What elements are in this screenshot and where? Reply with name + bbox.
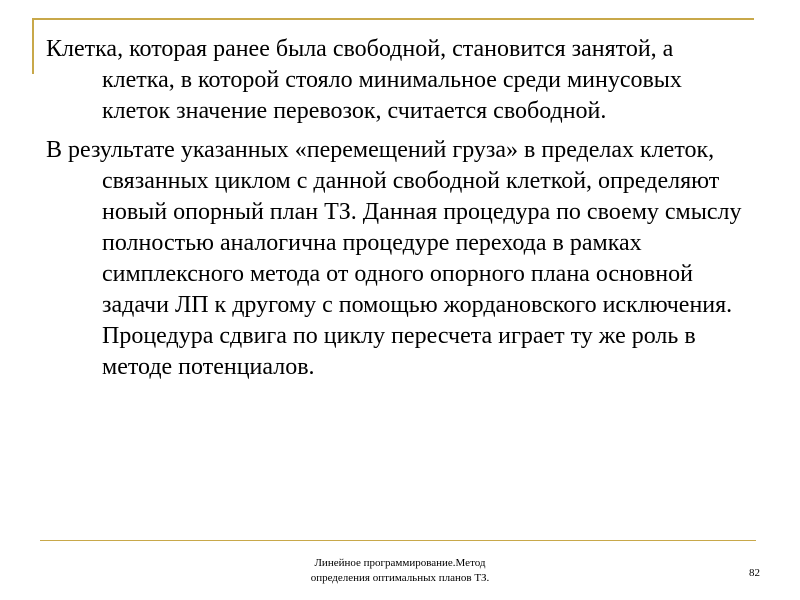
accent-line-top	[32, 18, 754, 20]
footer-title	[250, 556, 550, 586]
accent-line-left	[32, 18, 34, 74]
footer-line-2: определения оптимальных планов ТЗ.	[310, 572, 490, 584]
page-number: 82	[749, 567, 760, 579]
footer-divider	[40, 540, 756, 541]
paragraph-2: В результате указанных «перемещений груза» в пределах клеток, связанных циклом с данной свободной клеткой, определяют новый опорный план ТЗ. Данная процедура по своему смыслу полностью аналогична процедуре перехода в рамках симплексного метода от одного опорного плана основной задачи ЛП к другому с помощью жордановского исключения. Процедура сдвига по циклу пересчета играет ту же роль в методе потенциалов.	[46, 137, 742, 380]
footer-line-1: Линейное программирование.Метод	[314, 557, 486, 569]
slide-content	[46, 34, 746, 391]
paragraph-1: Клетка, которая ранее была свободной, становится занятой, а клетка, в которой стояло минимальное среди минусовых клеток значение перевозок, считается свободной.	[46, 36, 682, 124]
